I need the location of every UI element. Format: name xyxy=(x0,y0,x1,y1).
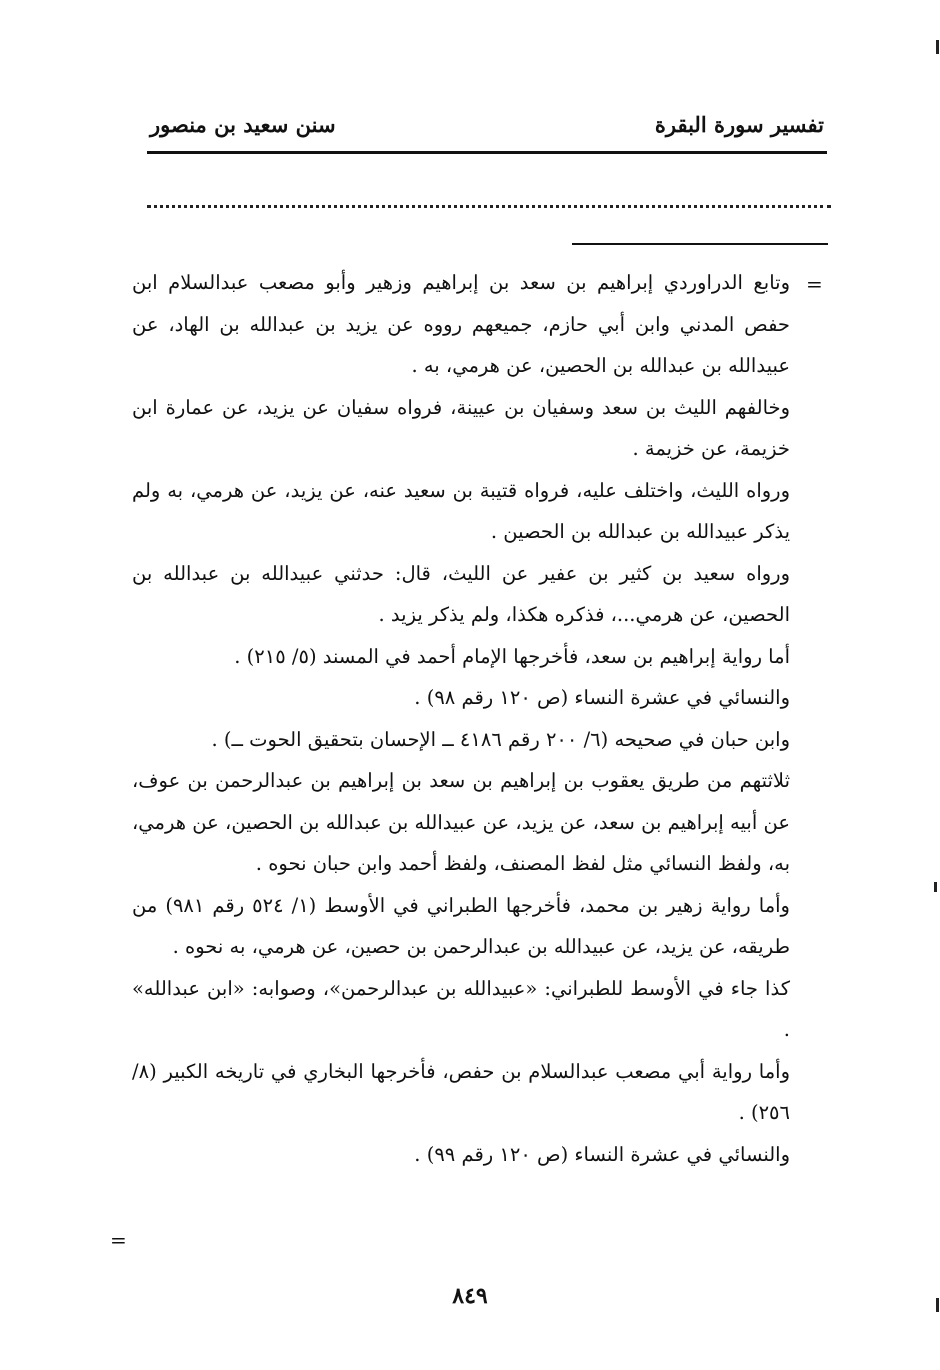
footnote-text xyxy=(132,262,790,1175)
paragraph: وأما رواية زهير بن محمد، فأخرجها الطبراني في الأوسط (١/ ٥٢٤ رقم ٩٨١) من طريقه، عن يزيد، عن عبيدالله بن عبدالرحمن بن حصين، عن هرمي، به نحوه . xyxy=(132,893,790,958)
paragraph: ثلاثتهم من طريق يعقوب بن إبراهيم بن سعد بن إبراهيم بن عبدالرحمن بن عوف، عن أبيه إبراهيم بن سعد، عن يزيد، عن عبيدالله بن عبدالله بن الحصين، عن هرمي، به، ولفظ النسائي مثل لفظ المصنف، ولفظ أحمد وابن حبان نحوه . xyxy=(132,769,790,875)
continuation-mark: = xyxy=(806,272,823,296)
page-header-surah-title: تفسير سورة البقرة xyxy=(654,112,824,137)
paragraph: وتابع الدراوردي إبراهيم بن سعد بن إبراهيم وزهير وأبو مصعب عبدالسلام ابن حفص المدني وابن أبي حازم، جميعهم رووه عن يزيد بن عبدالله بن الهاد، عن عبيدالله بن عبدالله بن الحصين، عن هرمي، به . xyxy=(132,271,790,377)
paragraph: ورواه الليث، واختلف عليه، فرواه قتيبة بن سعيد عنه، عن يزيد، عن هرمي، به ولم يذكر عبيدالله بن عبدالله بن الحصين . xyxy=(132,478,790,543)
paragraph: وابن حبان في صحيحه (٦/ ٢٠٠ رقم ٤١٨٦ ــ الإحسان بتحقيق الحوت ــ) . xyxy=(211,727,790,751)
scan-edge-mark xyxy=(936,40,939,54)
scan-edge-mark xyxy=(936,1298,939,1312)
page-number: ٨٤٩ xyxy=(452,1283,488,1309)
paragraph: ورواه سعيد بن كثير بن عفير عن الليث، قال: حدثني عبيدالله بن عبدالله بن الحصين، عن هرمي...، فذكره هكذا، ولم يذكر يزيد . xyxy=(132,561,790,626)
paragraph: والنسائي في عشرة النساء (ص ١٢٠ رقم ٩٩) . xyxy=(414,1142,790,1166)
dotted-separator xyxy=(147,205,831,208)
scan-edge-mark xyxy=(934,882,937,892)
paragraph: وأما رواية أبي مصعب عبدالسلام بن حفص، فأخرجها البخاري في تاريخه الكبير (٨/ ٢٥٦) . xyxy=(132,1059,790,1124)
header-divider xyxy=(147,151,827,154)
paragraph: كذا جاء في الأوسط للطبراني: «عبيدالله بن عبدالرحمن»، وصوابه: «ابن عبدالله» . xyxy=(132,976,790,1041)
paragraph: وخالفهم الليث بن سعد وسفيان بن عيينة، فرواه سفيان عن يزيد، عن عمارة ابن خزيمة، عن خزيمة . xyxy=(132,395,790,460)
page-header-book-title: سنن سعيد بن منصور xyxy=(150,112,336,137)
end-continuation-mark: = xyxy=(110,1228,127,1252)
paragraph: والنسائي في عشرة النساء (ص ١٢٠ رقم ٩٨) . xyxy=(414,686,790,709)
paragraph: أما رواية إبراهيم بن سعد، فأخرجها الإمام أحمد في المسند (٥/ ٢١٥) . xyxy=(234,644,790,668)
footnote-divider xyxy=(572,243,828,245)
